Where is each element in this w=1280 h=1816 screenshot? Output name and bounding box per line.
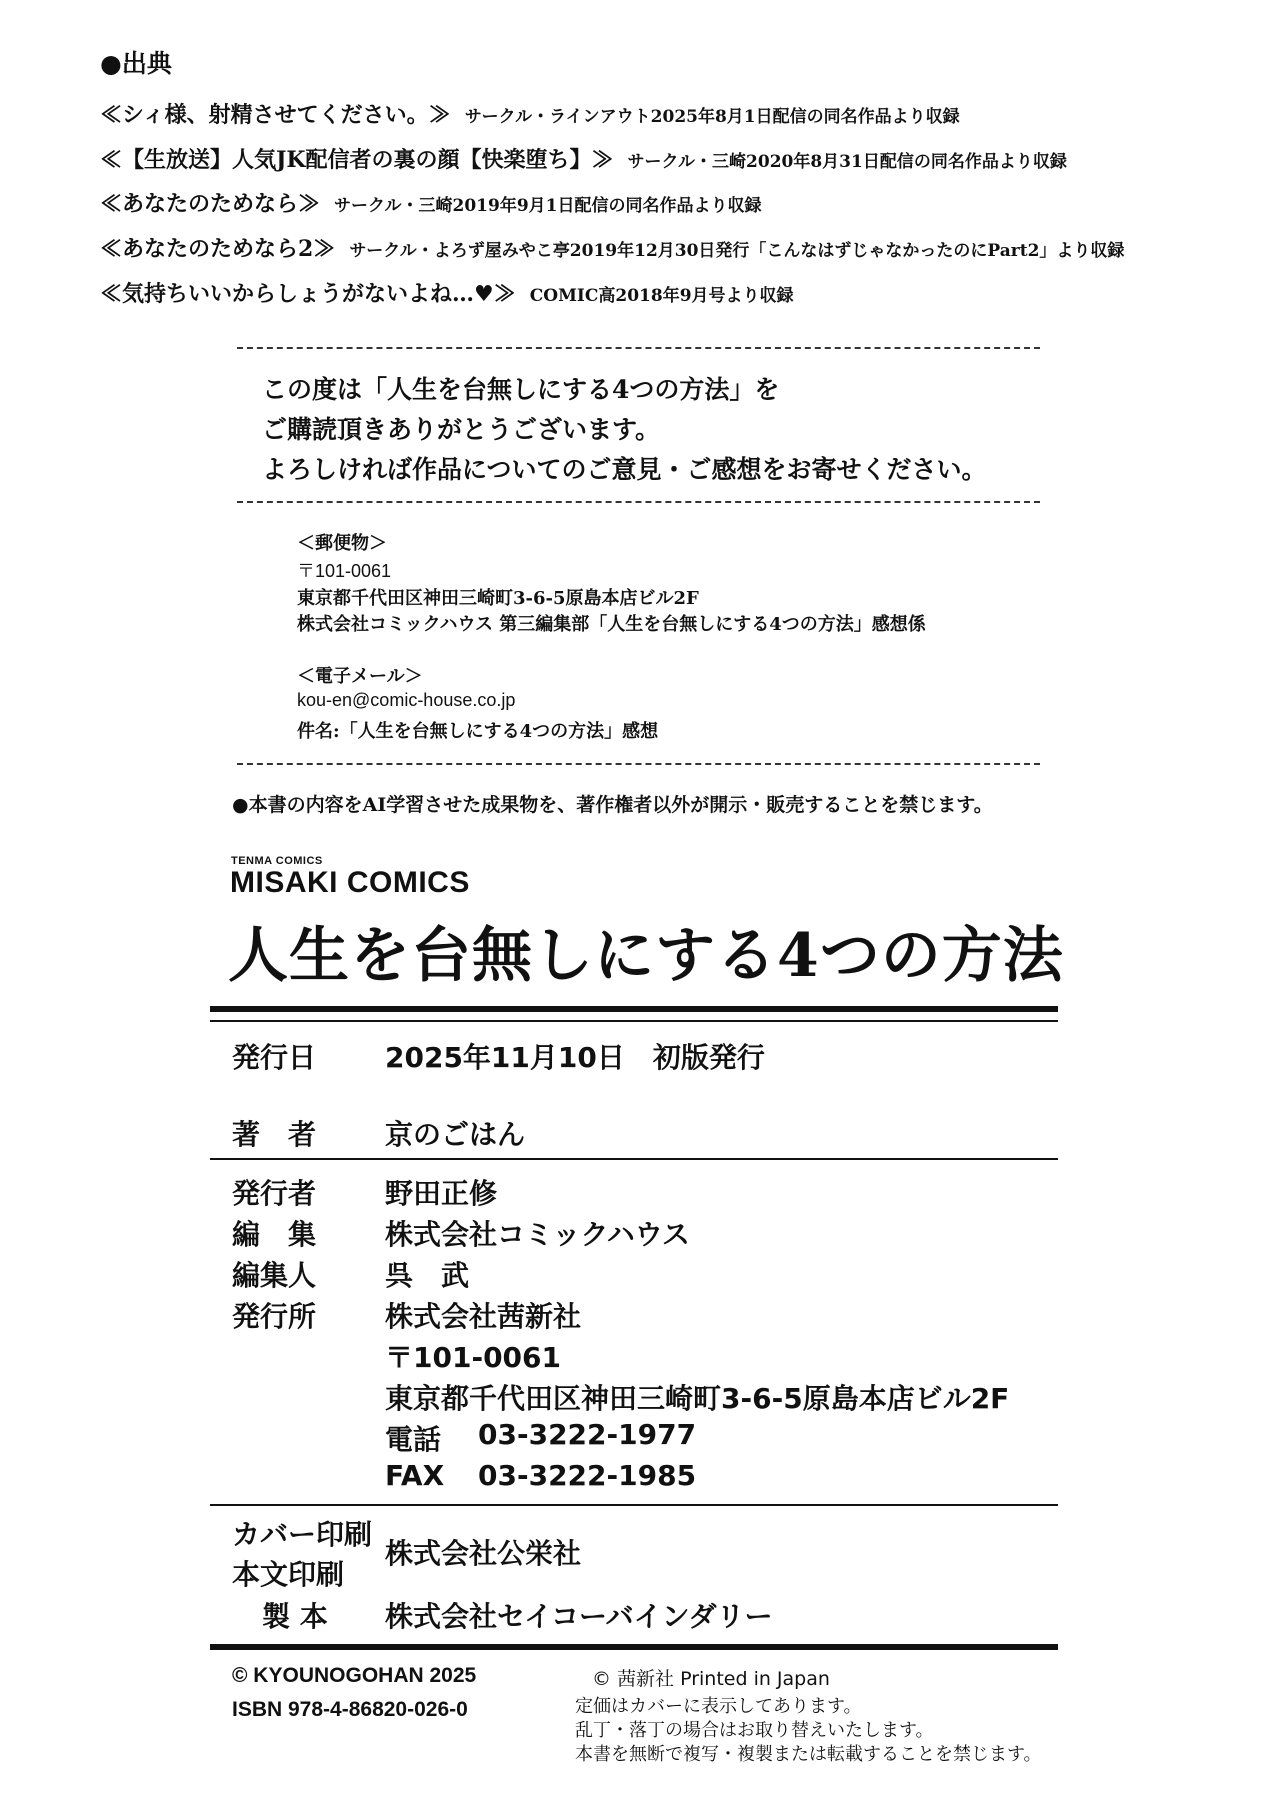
sources-heading: ●出典 [100, 49, 172, 78]
editing-label: 編 集 [232, 1218, 317, 1251]
author-copyright: © KYOUNOGOHAN 2025 [232, 1664, 477, 1687]
binding-label: 製 本 [262, 1600, 328, 1633]
source-item [100, 232, 1124, 263]
source-note: サークル・ラインアウト2025年8月1日配信の同名作品より収録 [464, 107, 960, 127]
colophon-rule [210, 1504, 1058, 1506]
publisher-person-value: 野田正修 [385, 1177, 498, 1210]
date-label: 発行日 [232, 1041, 317, 1074]
publisher-postal: 〒101-0061 [385, 1341, 561, 1374]
price-note: 定価はカバーに表示してあります。 [575, 1696, 862, 1717]
publisher-value: 株式会社茜新社 [385, 1300, 582, 1333]
source-note: サークル・三崎2019年9月1日配信の同名作品より収録 [334, 196, 762, 216]
source-note: サークル・よろず屋みやこ亭2019年12月30日発行「こんなはずじゃなかったのにPart2」より収録 [349, 241, 1125, 261]
editing-value: 株式会社コミックハウス [385, 1218, 690, 1251]
source-item [100, 277, 794, 308]
defect-note: 乱丁・落丁の場合はお取り替えいたします。 [575, 1720, 934, 1741]
binding-value: 株式会社セイコーバインダリー [385, 1600, 773, 1633]
tel-value: 03-3222-1977 [478, 1418, 697, 1451]
dashed-divider [237, 347, 1040, 349]
colophon-rule [210, 1158, 1058, 1160]
email-subject: 件名:「人生を台無しにする4つの方法」感想 [297, 721, 659, 742]
body-print-label: 本文印刷 [232, 1558, 345, 1591]
colophon-rule [210, 1020, 1058, 1022]
dashed-divider [237, 501, 1040, 503]
source-title: ≪あなたのためなら≫ [100, 191, 321, 217]
publisher-address: 東京都千代田区神田三崎町3-6-5原島本店ビル2F [385, 1382, 1010, 1415]
source-item [100, 143, 1067, 174]
print-value: 株式会社公栄社 [385, 1537, 582, 1570]
publisher-label: 発行所 [232, 1300, 317, 1333]
cover-print-label: カバー印刷 [232, 1518, 373, 1551]
ai-notice: ●本書の内容をAI学習させた成果物を、著作権者以外が開示・販売することを禁じます。 [232, 794, 993, 816]
email-address[interactable]: kou-en@comic-house.co.jp [297, 690, 516, 710]
mail-recipient: 株式会社コミックハウス 第三編集部「人生を台無しにする4つの方法」感想係 [297, 614, 926, 635]
source-title: ≪あなたのためなら2≫ [100, 236, 336, 262]
email-heading: ＜電子メール＞ [297, 666, 423, 687]
source-title: ≪気持ちいいからしょうがないよね…♥≫ [100, 281, 516, 307]
editor-label: 編集人 [232, 1259, 317, 1292]
source-note: サークル・三崎2020年8月31日配信の同名作品より収録 [627, 152, 1067, 172]
author-value: 京のごはん [385, 1118, 526, 1151]
thanks-line: よろしければ作品についてのご意見・ご感想をお寄せください。 [262, 455, 987, 484]
fax-value: 03-3222-1985 [478, 1459, 697, 1492]
date-value: 2025年11月10日 初版発行 [385, 1041, 765, 1074]
book-title: 人生を台無しにする4つの方法 [228, 921, 1064, 991]
series-label-small: TENMA COMICS [231, 855, 323, 867]
source-title: ≪シィ様、射精させてください。≫ [100, 102, 451, 128]
fax-label: FAX [385, 1459, 445, 1492]
source-item [100, 98, 960, 129]
editor-value: 呉 武 [385, 1259, 470, 1292]
tel-label: 電話 [385, 1423, 442, 1456]
series-label: MISAKI COMICS [230, 866, 470, 899]
source-note: COMIC高2018年9月号より収録 [529, 286, 794, 306]
author-label: 著 者 [232, 1118, 317, 1151]
colophon-rule-bottom [210, 1644, 1058, 1650]
publisher-person-label: 発行者 [232, 1177, 317, 1210]
mail-address: 東京都千代田区神田三崎町3-6-5原島本店ビル2F [297, 588, 699, 609]
mail-postal-code: 〒101-0061 [297, 561, 392, 581]
source-title: ≪【生放送】人気JK配信者の裏の顔【快楽堕ち】≫ [100, 147, 614, 173]
colophon-rule-top [210, 1006, 1058, 1012]
thanks-line: ご購読頂きありがとうございます。 [262, 415, 661, 444]
publisher-copyright: © 茜新社 Printed in Japan [592, 1668, 830, 1690]
dashed-divider [237, 763, 1040, 765]
mail-heading: ＜郵便物＞ [297, 533, 387, 554]
source-item [100, 187, 761, 218]
isbn: ISBN 978-4-86820-026-0 [232, 1698, 468, 1721]
copy-prohibition-note: 本書を無断で複写・複製または転載することを禁じます。 [575, 1744, 1042, 1765]
thanks-line: この度は「人生を台無しにする4つの方法」を [262, 375, 780, 404]
